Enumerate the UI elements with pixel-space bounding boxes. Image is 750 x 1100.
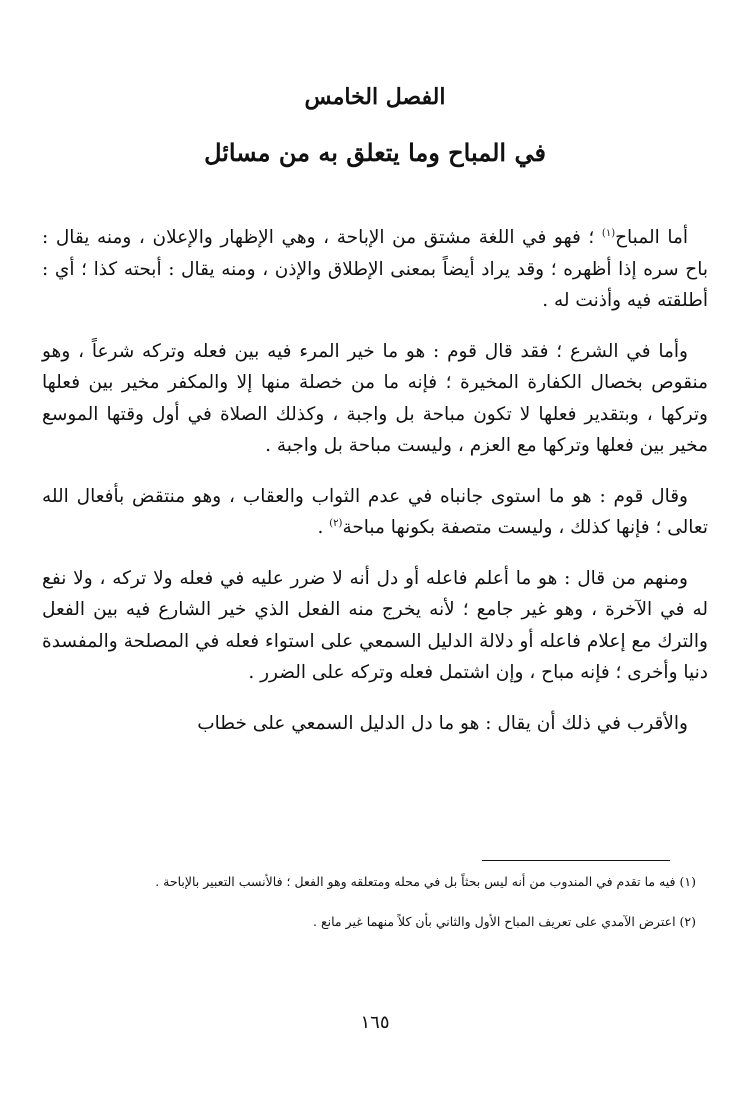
- footnotes: [42, 868, 708, 948]
- paragraph-text: وقال قوم : هو ما استوى جانباه في عدم الثواب والعقاب ، وهو منتقض بأفعال الله تعالى ؛ فإنها كذلك ، وليست متصفة بكونها مباحة: [42, 485, 708, 538]
- main-text: [42, 222, 708, 758]
- chapter-title: في المباح وما يتعلق به من مسائل: [204, 138, 546, 167]
- paragraph-text: .: [317, 517, 330, 538]
- footnote-1: (١) فيه ما تقدم في المندوب من أنه ليس بحثاً بل في محله ومتعلقه وهو الفعل ؛ فالأنسب التعبير بالإباحة .: [155, 874, 696, 889]
- paragraph-text: ؛ فهو في اللغة مشتق من الإباحة ، وهي الإظهار والإعلان ، ومنه يقال : باح سره إذا أظهره ؛ وقد يراد أيضاً بمعنى الإطلاق والإذن ، ومنه يقال : أبحته كذا ؛ أي : أطلقته فيه وأذنت له .: [42, 227, 708, 311]
- paragraph-1: [42, 222, 708, 317]
- chapter-label: الفصل الخامس: [304, 84, 446, 110]
- paragraph-text: والأقرب في ذلك أن يقال : هو ما دل الدليل السمعي على خطاب: [197, 712, 688, 734]
- page-number: ١٦٥: [360, 1012, 390, 1033]
- footnote-2: (٢) اعترض الآمدي على تعريف المباح الأول والثاني بأن كلاً منهما غير مانع .: [313, 914, 696, 929]
- paragraph-text: أما المباح: [615, 227, 689, 248]
- paragraph-5: [42, 708, 708, 740]
- footnote-separator: [482, 860, 670, 861]
- paragraph-2: [42, 336, 708, 462]
- paragraph-4: [42, 563, 708, 689]
- paragraph-text: ومنهم من قال : هو ما أعلم فاعله أو دل أنه لا ضرر عليه في فعله ولا تركه ، ولا نفع له في الآخرة ، وهو غير جامع ؛ لأنه يخرج منه الفعل الذي خير الشارع فيه بين الفعل والترك مع إعلام فاعله أو دلالة الدليل السمعي على استواء فعله في المصلحة والمفسدة دنيا وأخرى ؛ فإنه مباح ، وإن اشتمل فعله وتركه على الضرر .: [42, 567, 708, 683]
- paragraph-text: وأما في الشرع ؛ فقد قال قوم : هو ما خير المرء فيه بين فعله وتركه شرعاً ، وهو منقوص بخصال الكفارة المخيرة ؛ فإنه ما من خصلة منها إلا والمكفر مخير بين فعلها وتركها ، وبتقدير فعلها لا تكون مباحة بل واجبة ، وكذلك الصلاة في أول وقتها الموسع مخير بين فعلها وتركها مع العزم ، وليست مباحة بل واجبة .: [42, 340, 708, 456]
- paragraph-3: [42, 481, 708, 544]
- footnote-ref-1[interactable]: (١): [601, 227, 616, 239]
- footnote-ref-2[interactable]: (٢): [329, 517, 343, 529]
